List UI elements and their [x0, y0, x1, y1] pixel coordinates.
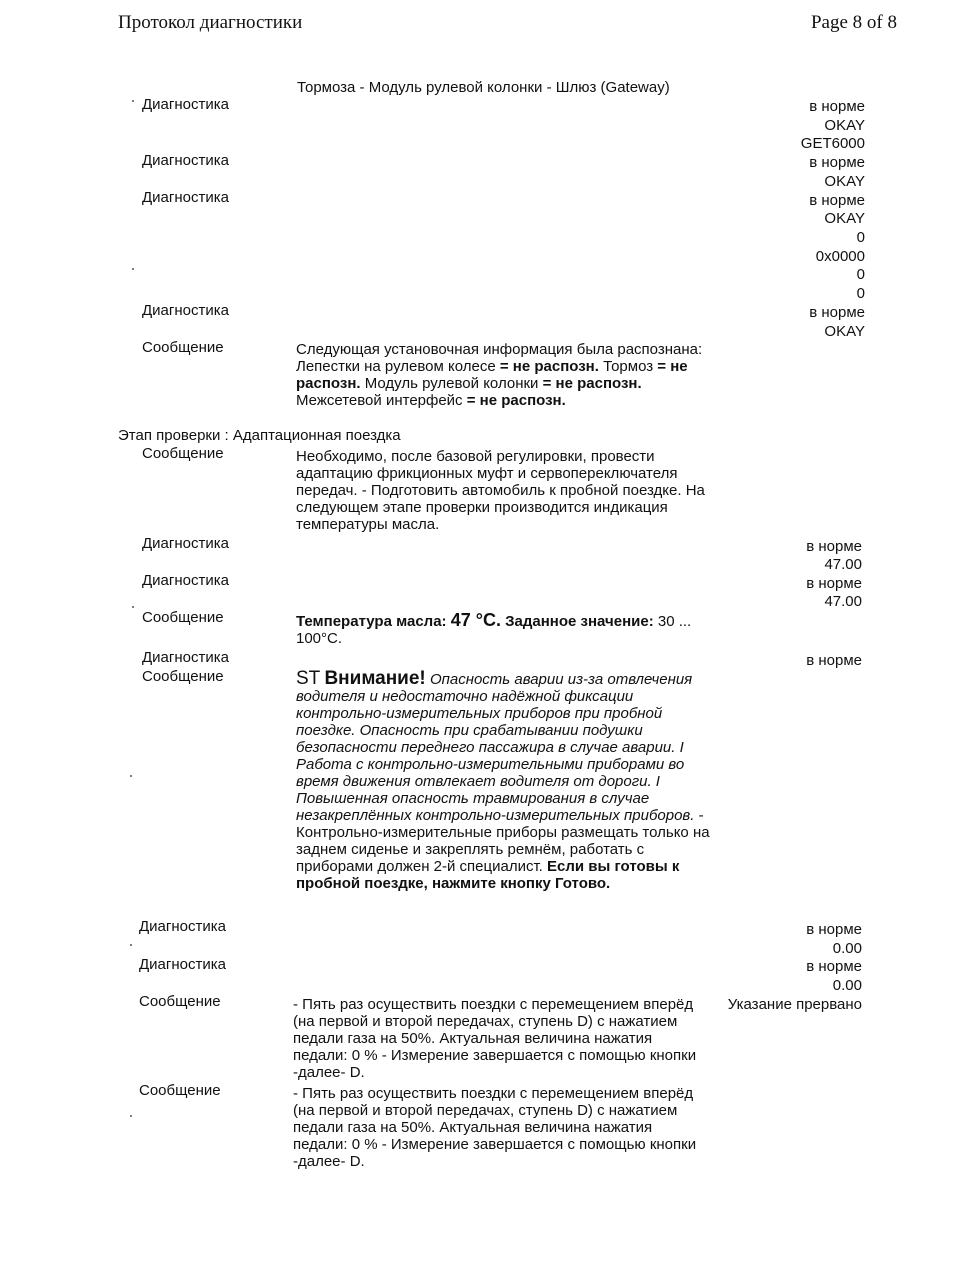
message-fragment: Если вы готовы к пробной поездке, нажмите кнопку Готово. [296, 858, 680, 892]
message-label: Сообщение [139, 1082, 221, 1099]
message-text [296, 341, 711, 409]
message-label: Сообщение [142, 609, 224, 626]
result-value: в норме [809, 98, 865, 115]
message-fragment: - Контрольно-измерительные приборы размещать только на заднем сиденье и закреплять ремнём, работать с приборами должен 2-й специалист. [296, 807, 710, 875]
message-label: Сообщение [139, 993, 221, 1010]
message-fragment: Опасность аварии из-за отвлечения водителя и недостаточно надёжной фиксации контрольно-измерительных приборов при пробной поездке. Опасность при срабатывании подушки безопасности переднего пассажира в случае аварии. I Работа с контрольно-измерительными приборами во время движения отвлекает водителя от дороги. I Повышенная опасность травмирования в случае незакреплённых контрольно-измерительных приборов. [296, 671, 695, 824]
result-value: в норме [806, 575, 862, 592]
message-text: - Пять раз осуществить поездки с перемещением вперёд (на первой и второй передачах, ступень D) с нажатием педали газа на 50%. Актуальная величина нажатия педали: 0 % - Измерение завершается с помощью кнопки -далее- D. [293, 1085, 697, 1170]
result-value: в норме [806, 538, 862, 555]
scan-speck [132, 100, 134, 102]
result-value: GET6000 [800, 135, 865, 152]
result-value: OKAY [824, 210, 865, 227]
message-fragment: 47 °C. [450, 610, 501, 630]
diagnostic-label: Диагностика [142, 189, 229, 206]
result-value: Указание прервано [727, 996, 862, 1013]
result-value: 0 [856, 266, 865, 283]
diagnostic-label: Диагностика [142, 96, 229, 113]
message-text [296, 670, 716, 892]
message-fragment: = не распозн. [499, 358, 599, 375]
scan-speck [130, 1115, 132, 1117]
message-fragment: = не распозн. [542, 375, 642, 392]
result-value: 47.00 [824, 556, 862, 573]
message-text: Необходимо, после базовой регулировки, провести адаптацию фрикционных муфт и сервопереключателя передач. - Подготовить автомобиль к пробной поездке. На следующем этапе проверки производится индикация температуры масла. [296, 448, 705, 533]
result-value: OKAY [824, 173, 865, 190]
message-fragment: ST [296, 668, 321, 689]
scan-speck [130, 944, 132, 946]
message-fragment: Межсетевой интерфейс [296, 392, 463, 409]
message-label: Сообщение [142, 445, 224, 462]
message-fragment: Модуль рулевой колонки [364, 375, 539, 392]
diagnostic-label: Диагностика [142, 152, 229, 169]
document-title: Протокол диагностики [118, 12, 303, 33]
diagnostic-label: Диагностика [142, 302, 229, 319]
message-label: Сообщение [142, 339, 224, 356]
result-value: 0 [856, 285, 865, 302]
result-value: 47.00 [824, 593, 862, 610]
message-fragment: Температура масла: [296, 613, 447, 630]
diagnostic-label: Диагностика [139, 918, 226, 935]
message-fragment: = не распозн. [296, 358, 688, 392]
result-value: 0.00 [832, 940, 862, 957]
diagnostic-label: Диагностика [142, 649, 229, 666]
message-fragment: Следующая установочная информация была распознана: Лепестки на рулевом колесе [296, 341, 703, 375]
section-title: Тормоза - Модуль рулевой колонки - Шлюз (Gateway) [297, 79, 670, 96]
diagnostic-label: Диагностика [142, 572, 229, 589]
result-value: в норме [806, 652, 862, 669]
diagnostic-label: Диагностика [142, 535, 229, 552]
message-fragment: Заданное значение: [505, 613, 654, 630]
result-value: 0.00 [832, 977, 862, 994]
scan-speck [130, 775, 132, 777]
result-value: в норме [809, 154, 865, 171]
diagnostic-label: Диагностика [139, 956, 226, 973]
message-label: Сообщение [142, 668, 224, 685]
result-value: в норме [806, 921, 862, 938]
result-value: в норме [809, 192, 865, 209]
message-fragment: 30 ... 100°C. [296, 613, 692, 647]
result-value: 0x0000 [815, 248, 865, 265]
page-number: Page 8 of 8 [810, 12, 897, 33]
message-fragment: Тормоз [603, 358, 654, 375]
result-value: в норме [806, 958, 862, 975]
message-fragment: = не распозн. [466, 392, 566, 409]
scan-speck [132, 606, 134, 608]
result-value: OKAY [824, 117, 865, 134]
scan-speck [132, 268, 134, 270]
result-value: в норме [809, 304, 865, 321]
result-value: 0 [856, 229, 865, 246]
message-text: - Пять раз осуществить поездки с перемещением вперёд (на первой и второй передачах, ступень D) с нажатием педали газа на 50%. Актуальная величина нажатия педали: 0 % - Измерение завершается с помощью кнопки -далее- D. [293, 996, 697, 1081]
result-value: OKAY [824, 323, 865, 340]
test-stage-heading: Этап проверки : Адаптационная поездка [118, 427, 401, 444]
warning-label: Внимание! [324, 668, 426, 689]
message-text [296, 612, 696, 647]
